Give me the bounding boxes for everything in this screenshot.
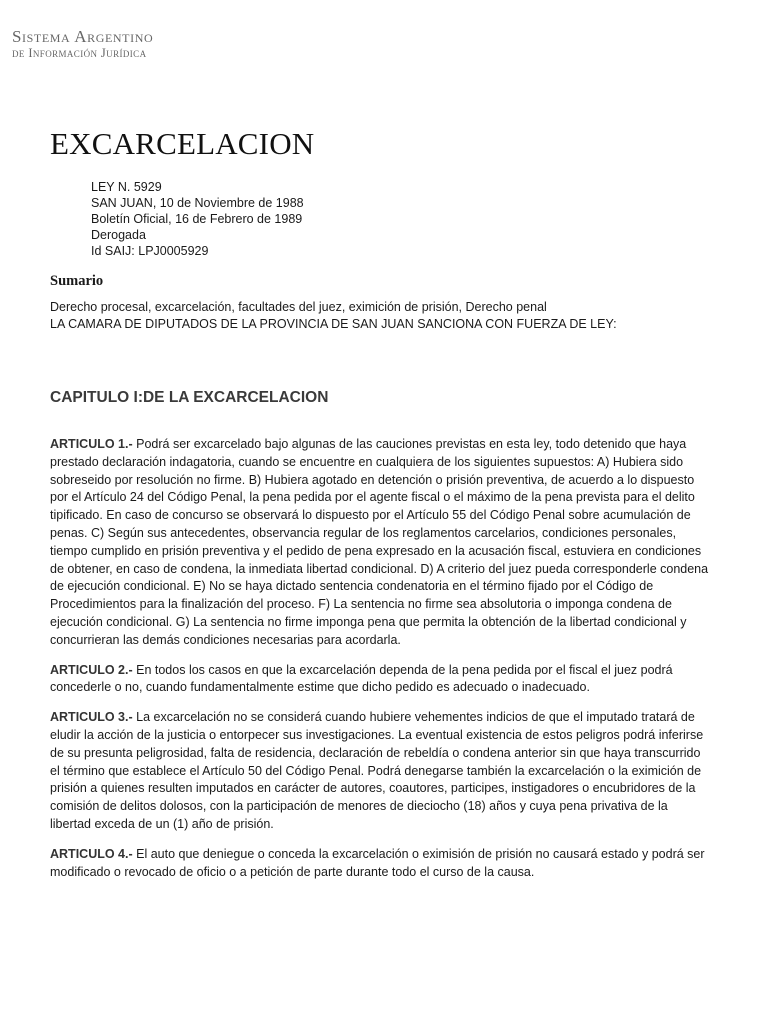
logo-line-1: Sistema Argentino [12,27,154,46]
article-3 [50,709,712,834]
saij-logo [12,28,153,60]
logo-line-2: de Información Jurídica [12,46,147,60]
chapter-title: CAPITULO I:DE LA EXCARCELACION [50,389,329,406]
article-text: Podrá ser excarcelado bajo algunas de las cauciones previstas en esta ley, todo detenido que haya prestado declaración indagatoria, cuando se encuentre en cualquiera de los siguientes supuestos: A) Hubiera sido sobreseido por resolución no firme. B) Hubiera agotado en detención o prisión preventiva, de acuerdo a lo dispuesto por el Artículo 24 del Código Penal, la pena pedida por el agente fiscal o el máximo de la pena prevista para el delito tipificado. En caso de concurso se observará lo dispuesto por el Artículo 55 del Código Penal sobre acumulación de penas. C) Según sus antecedentes, observancia regular de los reglamentos carcelarios, condiciones personales, tiempo cumplido en prisión preventiva y el pedido de pena expresado en la acusación fiscal, estuviera en condiciones de obtener, en caso de condena, la inmediata libertad condicional. D) A criterio del juez pueda corresponderle condena de ejecución condicional. E) No se haya dictado sentencia condenatoria en el término fijado por el Código de Procedimientos para la finalización del proceso. F) La sentencia no firme sea absolutoria o imponga condena de ejecución condicional. G) La sentencia no firme imponga pena que permita la obtención de la libertad condicional y concurrieran las demás condiciones necesarias para acordarla. [50,437,709,647]
summary-section [50,299,617,333]
article-label: ARTICULO 1.- [50,437,133,451]
law-number: LEY N. 5929 [91,180,162,194]
article-label: ARTICULO 3.- [50,710,133,725]
article-4 [50,846,712,882]
summary-keywords: Derecho procesal, excarcelación, facultades del juez, eximición de prisión, Derecho penal [50,300,547,314]
article-2 [50,662,712,698]
saij-id: Id SAIJ: LPJ0005929 [91,244,209,258]
summary-heading: Sumario [50,273,104,289]
bulletin-date: Boletín Oficial, 16 de Febrero de 1989 [91,212,303,226]
article-label: ARTICULO 4.- [50,846,133,861]
document-title: EXCARCELACION [50,126,315,161]
article-text: La excarcelación no se considerá cuando hubiere vehementes indicios de que el imputado tratará de eludir la acción de la justicia o entorpecer sus investigaciones. La eventual existencia de estos peligros podrá inferirse de su presunta peligrosidad, falta de residencia, declaración de rebeldía o condena anterior sin que haya transcurrido el término que establece el Artículo 50 del Código Penal. Podrá denegarse también la excarcelación o la eximición de prisión a quienes resulten imputados en carácter de autores, coautores, participes, instigadores o encubridores de la comisión de delitos dolosos, con la participación de menores de dieciocho (18) años y cuya pena privativa de la libertad exceda de un (1) año de prisión. [50,710,704,831]
article-text: En todos los casos en que la excarcelación dependa de la pena pedida por el fiscal el juez podrá concederle o no, cuando fundamentalmente estime que dicho pedido es adecuado o inadecuado. [50,662,673,695]
article-1 [50,436,712,650]
articles-list [50,436,712,893]
article-text: El auto que deniegue o conceda la excarcelación o eximisión de prisión no causará estado y podrá ser modificado o revocado de oficio o a petición de parte durante todo el curso de la causa. [50,846,705,879]
law-status: Derogada [91,228,146,242]
document-metadata [91,179,304,259]
article-label: ARTICULO 2.- [50,662,133,677]
enactment-clause: LA CAMARA DE DIPUTADOS DE LA PROVINCIA DE SAN JUAN SANCIONA CON FUERZA DE LEY: [50,317,617,331]
law-date: SAN JUAN, 10 de Noviembre de 1988 [91,196,304,210]
